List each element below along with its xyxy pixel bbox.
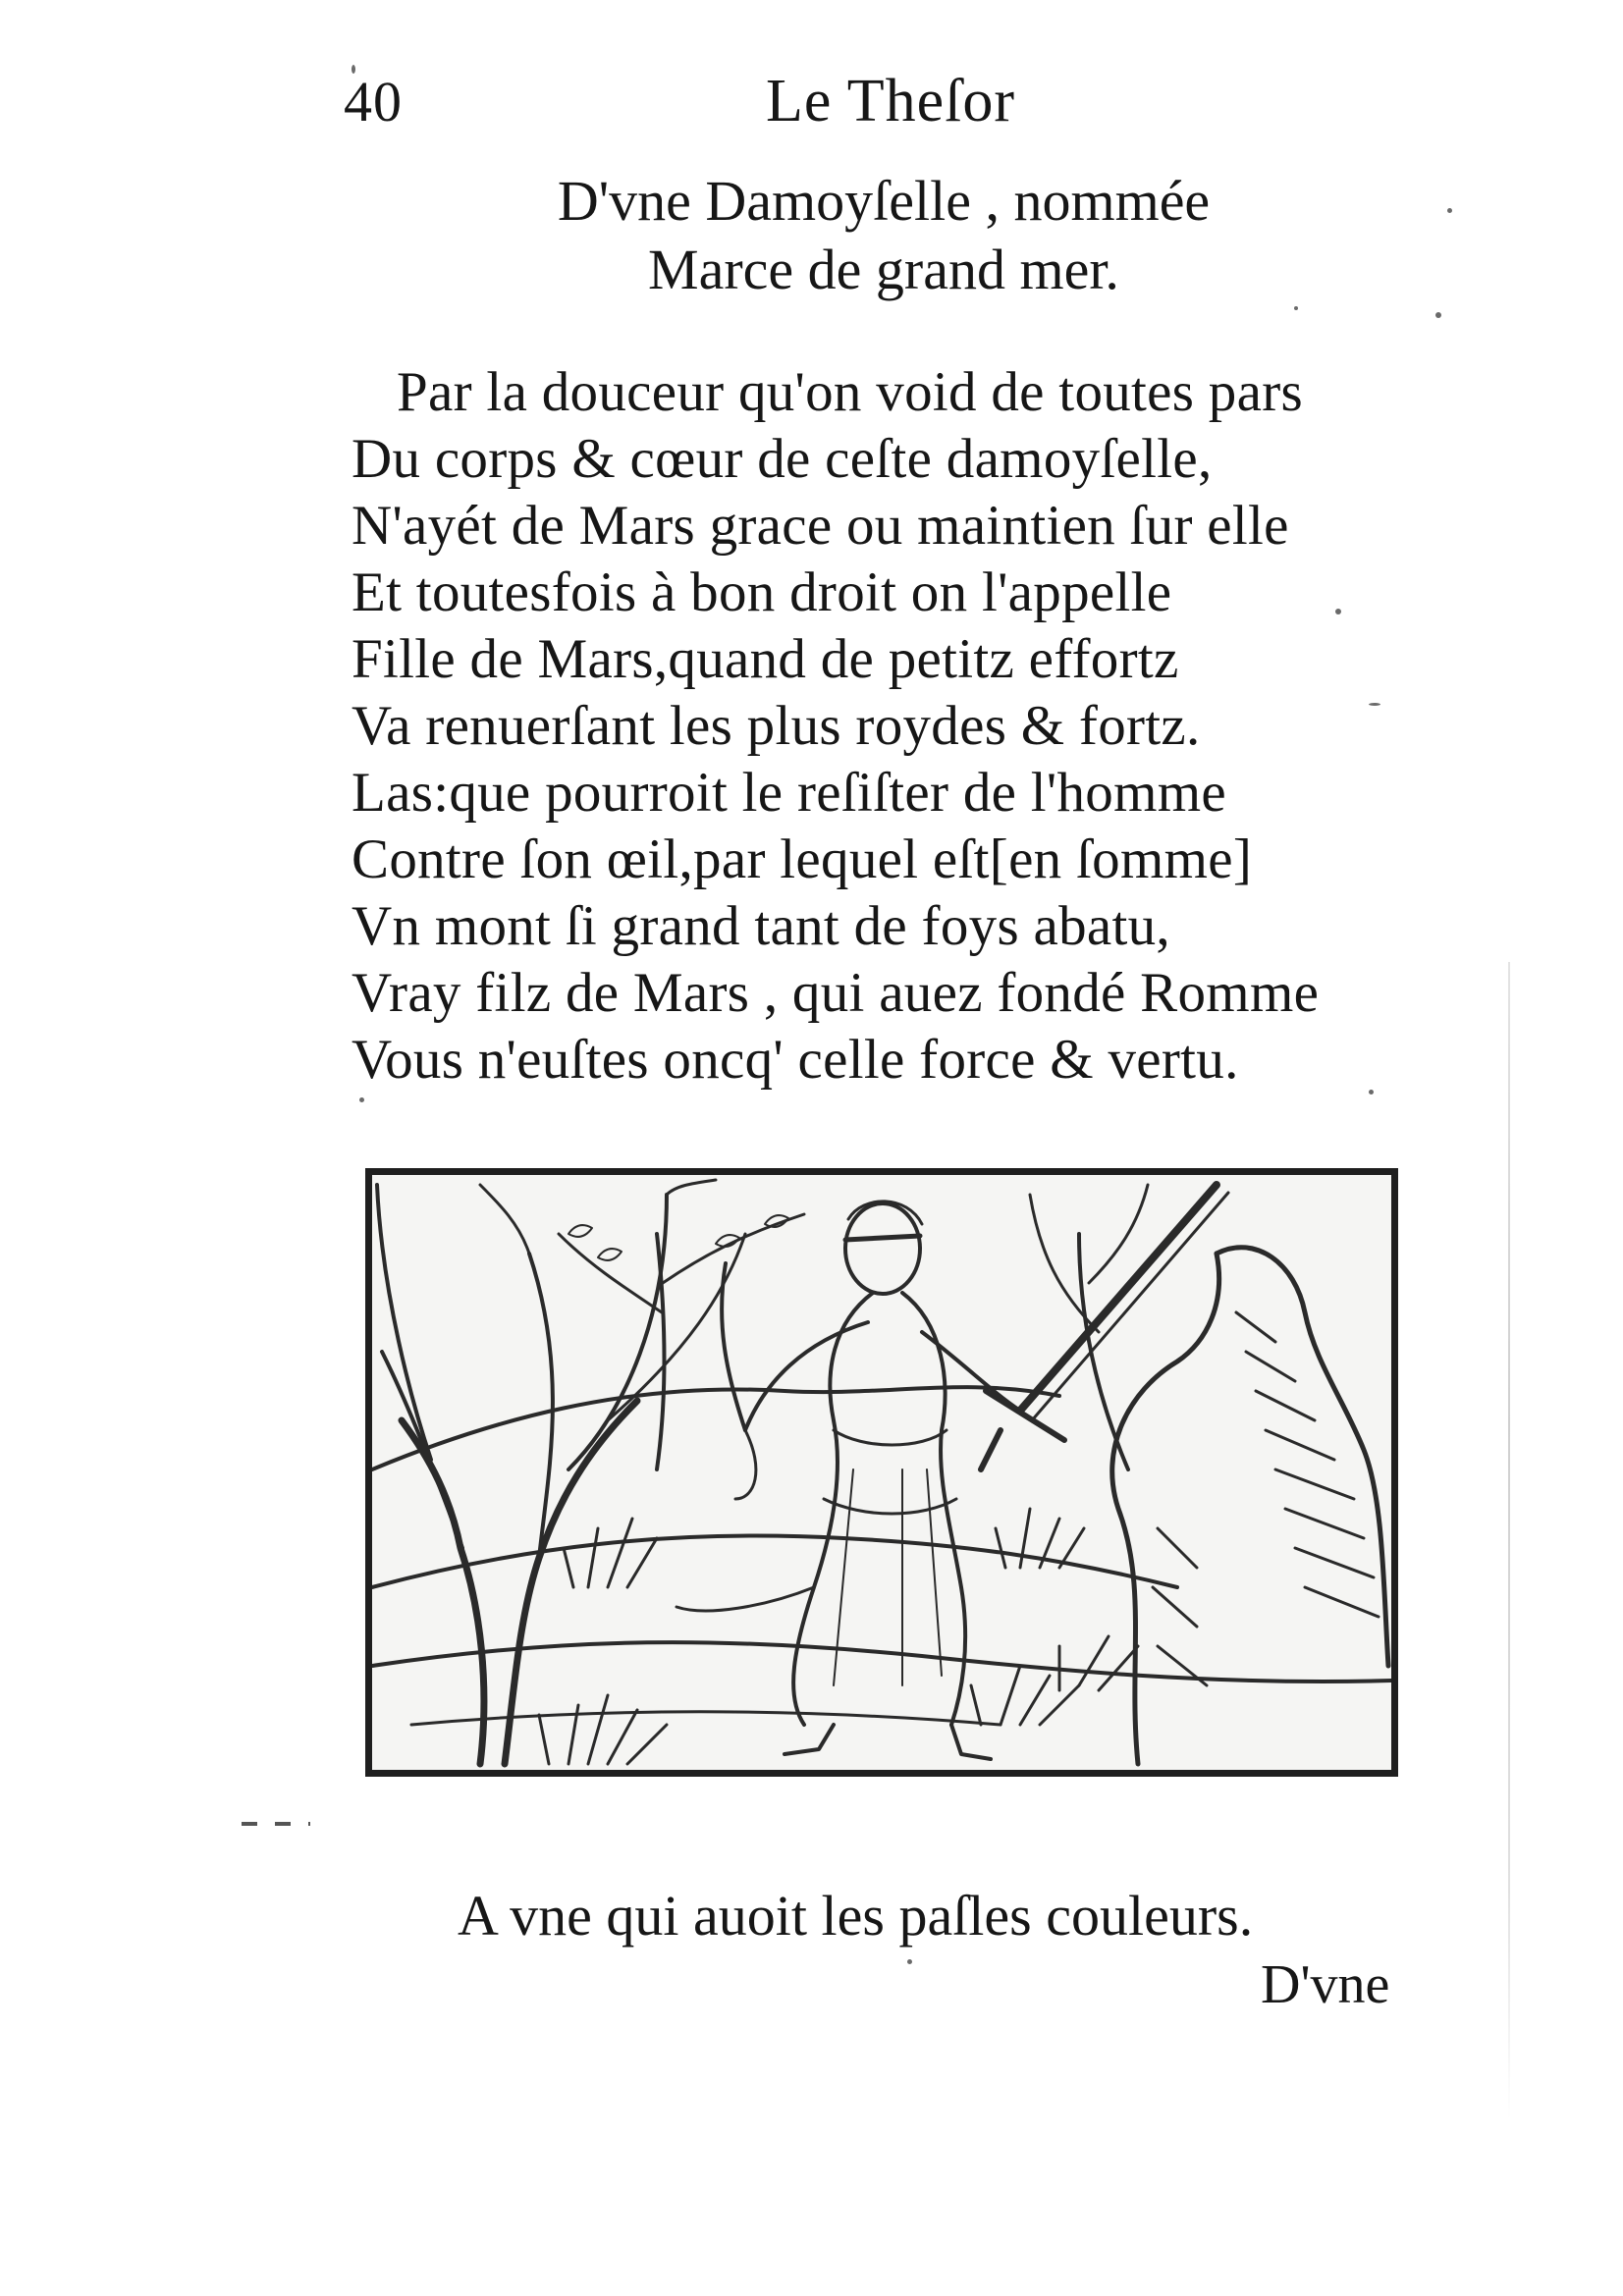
page-edge-shadow <box>1508 962 1510 2120</box>
ground-line <box>411 1712 1001 1725</box>
poem-heading-line: D'vne Damoyſelle , nommée <box>557 169 1211 233</box>
hill-line <box>372 1535 1177 1587</box>
tree-branch <box>529 1254 553 1558</box>
sword-blade <box>1032 1193 1228 1420</box>
scan-dash-mark <box>242 1822 310 1826</box>
tree-branch <box>667 1180 716 1195</box>
verse-line: Et toutesfois à bon droit on l'appelle <box>352 561 1172 623</box>
sword-hilt <box>981 1430 1001 1469</box>
verse-line: Vous n'euſtes oncq' celle force & vertu. <box>352 1029 1239 1091</box>
figure-arm <box>745 1322 868 1430</box>
held-branch <box>722 1263 745 1430</box>
rock <box>1217 1248 1388 1666</box>
figure-blindfold <box>845 1236 920 1240</box>
tree-trunk <box>402 1420 484 1764</box>
rock <box>1112 1254 1219 1764</box>
verse-line: Du corps & cœur de ceſte damoyſelle, <box>352 428 1213 490</box>
figure-body <box>793 1293 873 1725</box>
hill-line <box>372 1387 1059 1469</box>
leaf <box>568 1225 592 1237</box>
grass-tuft <box>971 1666 1079 1725</box>
leaf-branch <box>559 1234 662 1312</box>
figure-head <box>845 1203 920 1294</box>
figure-arm <box>922 1332 1020 1411</box>
woodcut-drawing <box>372 1175 1391 1770</box>
poem-heading <box>412 167 1355 304</box>
rock-hatching <box>1236 1312 1379 1617</box>
catchword: D'vne <box>1261 1954 1390 2015</box>
scan-speck <box>359 1097 364 1102</box>
figure-drapery <box>676 1587 814 1611</box>
sword-blade <box>1020 1185 1217 1411</box>
running-title: Le Theſor <box>766 68 1016 134</box>
rock-hatching <box>1153 1528 1207 1685</box>
scan-speck <box>1435 312 1441 318</box>
figure-leg <box>784 1725 834 1754</box>
verse-line: N'ayét de Mars grace ou maintien ſur elle <box>352 495 1289 557</box>
figure-drapery <box>834 1430 947 1445</box>
verse-line: Va renuerſant les plus roydes & fortz. <box>352 695 1201 757</box>
verse-line: Contre ſon œil,par lequel eſt[en ſomme] <box>352 828 1253 890</box>
verse-line: Par la douceur qu'on void de toutes pars <box>397 361 1303 423</box>
verse-line: Las:que pourroit le reſiſter de l'homme <box>352 762 1226 824</box>
verse-line: Vn mont ſi grand tant de foys abatu, <box>352 895 1170 957</box>
hill-line <box>372 1642 1391 1682</box>
poem-heading-line: Marce de grand mer. <box>648 238 1119 301</box>
scan-speck <box>1447 208 1452 213</box>
tree-branch <box>480 1185 529 1254</box>
verse-line: Fille de Mars,quand de petitz effortz <box>352 628 1179 690</box>
grass-tuft <box>564 1519 657 1587</box>
leaf <box>598 1249 622 1260</box>
figure-leg <box>951 1725 991 1759</box>
figure-drapery <box>927 1469 942 1676</box>
figure-drapery <box>824 1499 956 1514</box>
grass-tuft <box>1059 1636 1138 1690</box>
grass-tuft <box>539 1695 667 1764</box>
woodcut-illustration <box>365 1168 1398 1777</box>
page-number: 40 <box>344 70 403 133</box>
next-poem-title: A vne qui auoit les paſles couleurs. <box>458 1884 1254 1948</box>
held-branch <box>735 1430 756 1499</box>
scan-speck <box>1294 306 1298 310</box>
verse-line: Vray filz de Mars , qui auez fondé Romme <box>352 962 1320 1024</box>
right-tree <box>1030 1195 1099 1332</box>
poem-body <box>352 359 1490 1094</box>
scan-speck <box>907 1959 912 1964</box>
